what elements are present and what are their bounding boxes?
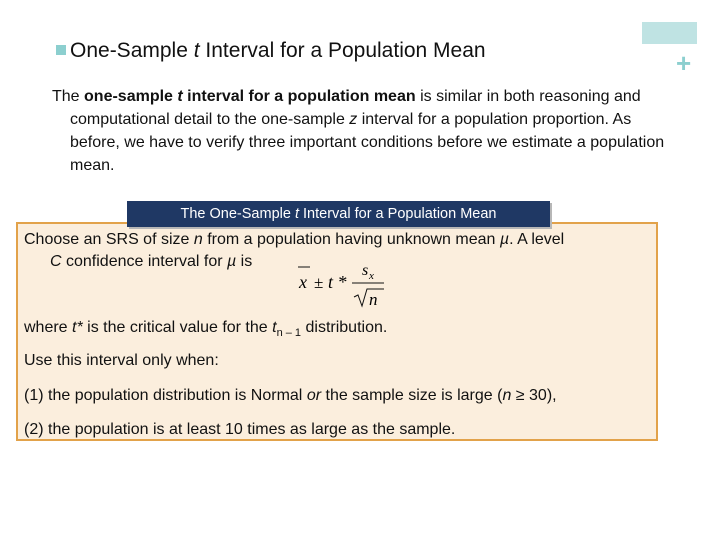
line1-c: . A level xyxy=(509,231,565,248)
line5-c: ≥ 30), xyxy=(511,387,557,404)
line2-b: is xyxy=(236,253,253,270)
line1-a: Choose an SRS of size xyxy=(24,231,194,248)
intro-bold-2: interval for a population mean xyxy=(182,88,416,105)
line2-a: confidence interval for xyxy=(61,253,227,270)
title-italic-t: t xyxy=(193,39,200,62)
intro-bold-italic-t: t xyxy=(177,88,183,105)
intro-text-3: interval for a population proportion. As before, we have to verify three important conditions before we estimate a population mean. xyxy=(70,111,665,174)
line5-or: or xyxy=(306,387,322,404)
line2-mu: µ xyxy=(226,253,237,270)
line1-b: from a population having unknown mean xyxy=(202,231,500,248)
formula-plus-minus: ± xyxy=(314,273,324,292)
line1-n: n xyxy=(193,231,203,248)
line5-a: (1) the population distribution is Normal xyxy=(24,387,307,404)
header-italic-t: t xyxy=(294,206,299,222)
line5-b: the sample size is large ( xyxy=(321,387,503,404)
intro-text-2: is similar in both reasoning and computational detail to the one-sample xyxy=(70,88,641,128)
title-suffix: Interval for a Population Mean xyxy=(199,39,486,62)
box-line-6: (2) the population is at least 10 times as large as the sample. xyxy=(24,421,456,438)
line3-c: distribution. xyxy=(301,319,388,336)
box-line-1 xyxy=(24,229,564,251)
intro-paragraph xyxy=(52,85,670,177)
slide-title xyxy=(56,37,486,65)
line3-a: where xyxy=(24,319,73,336)
plus-icon: + xyxy=(676,48,692,78)
intro-bold-1: one-sample xyxy=(84,88,178,105)
intro-italic-z: z xyxy=(349,111,358,128)
formula-xbar: x xyxy=(299,272,307,292)
header-suffix: Interval for a Population Mean xyxy=(299,206,497,222)
title-prefix: One-Sample xyxy=(70,39,194,62)
line2-C: C xyxy=(50,253,62,270)
line3-t: t xyxy=(272,319,277,336)
formula-s: s xyxy=(362,262,369,279)
header-prefix: The One-Sample xyxy=(180,206,295,222)
line3-b: is the critical value for the xyxy=(82,319,273,336)
box-line-3 xyxy=(24,317,387,344)
box-line-5 xyxy=(24,385,557,407)
box-line-2 xyxy=(50,251,252,273)
line3-tstar: t* xyxy=(72,319,83,336)
formula-tstar: t * xyxy=(328,272,347,292)
line1-mu: µ xyxy=(499,231,510,248)
formula-sub-x: x xyxy=(369,270,374,282)
line5-n: n xyxy=(502,387,512,404)
intro-bold-term xyxy=(84,88,416,105)
confidence-interval-formula xyxy=(296,262,391,312)
box-line-4: Use this interval only when: xyxy=(24,352,219,369)
square-bullet-icon xyxy=(56,45,66,55)
line3-subscript: n – 1 xyxy=(276,327,302,340)
definition-box-header xyxy=(127,201,550,227)
intro-text-1: The xyxy=(52,88,85,105)
corner-tab-decoration xyxy=(642,22,697,44)
formula-n: n xyxy=(369,290,378,309)
